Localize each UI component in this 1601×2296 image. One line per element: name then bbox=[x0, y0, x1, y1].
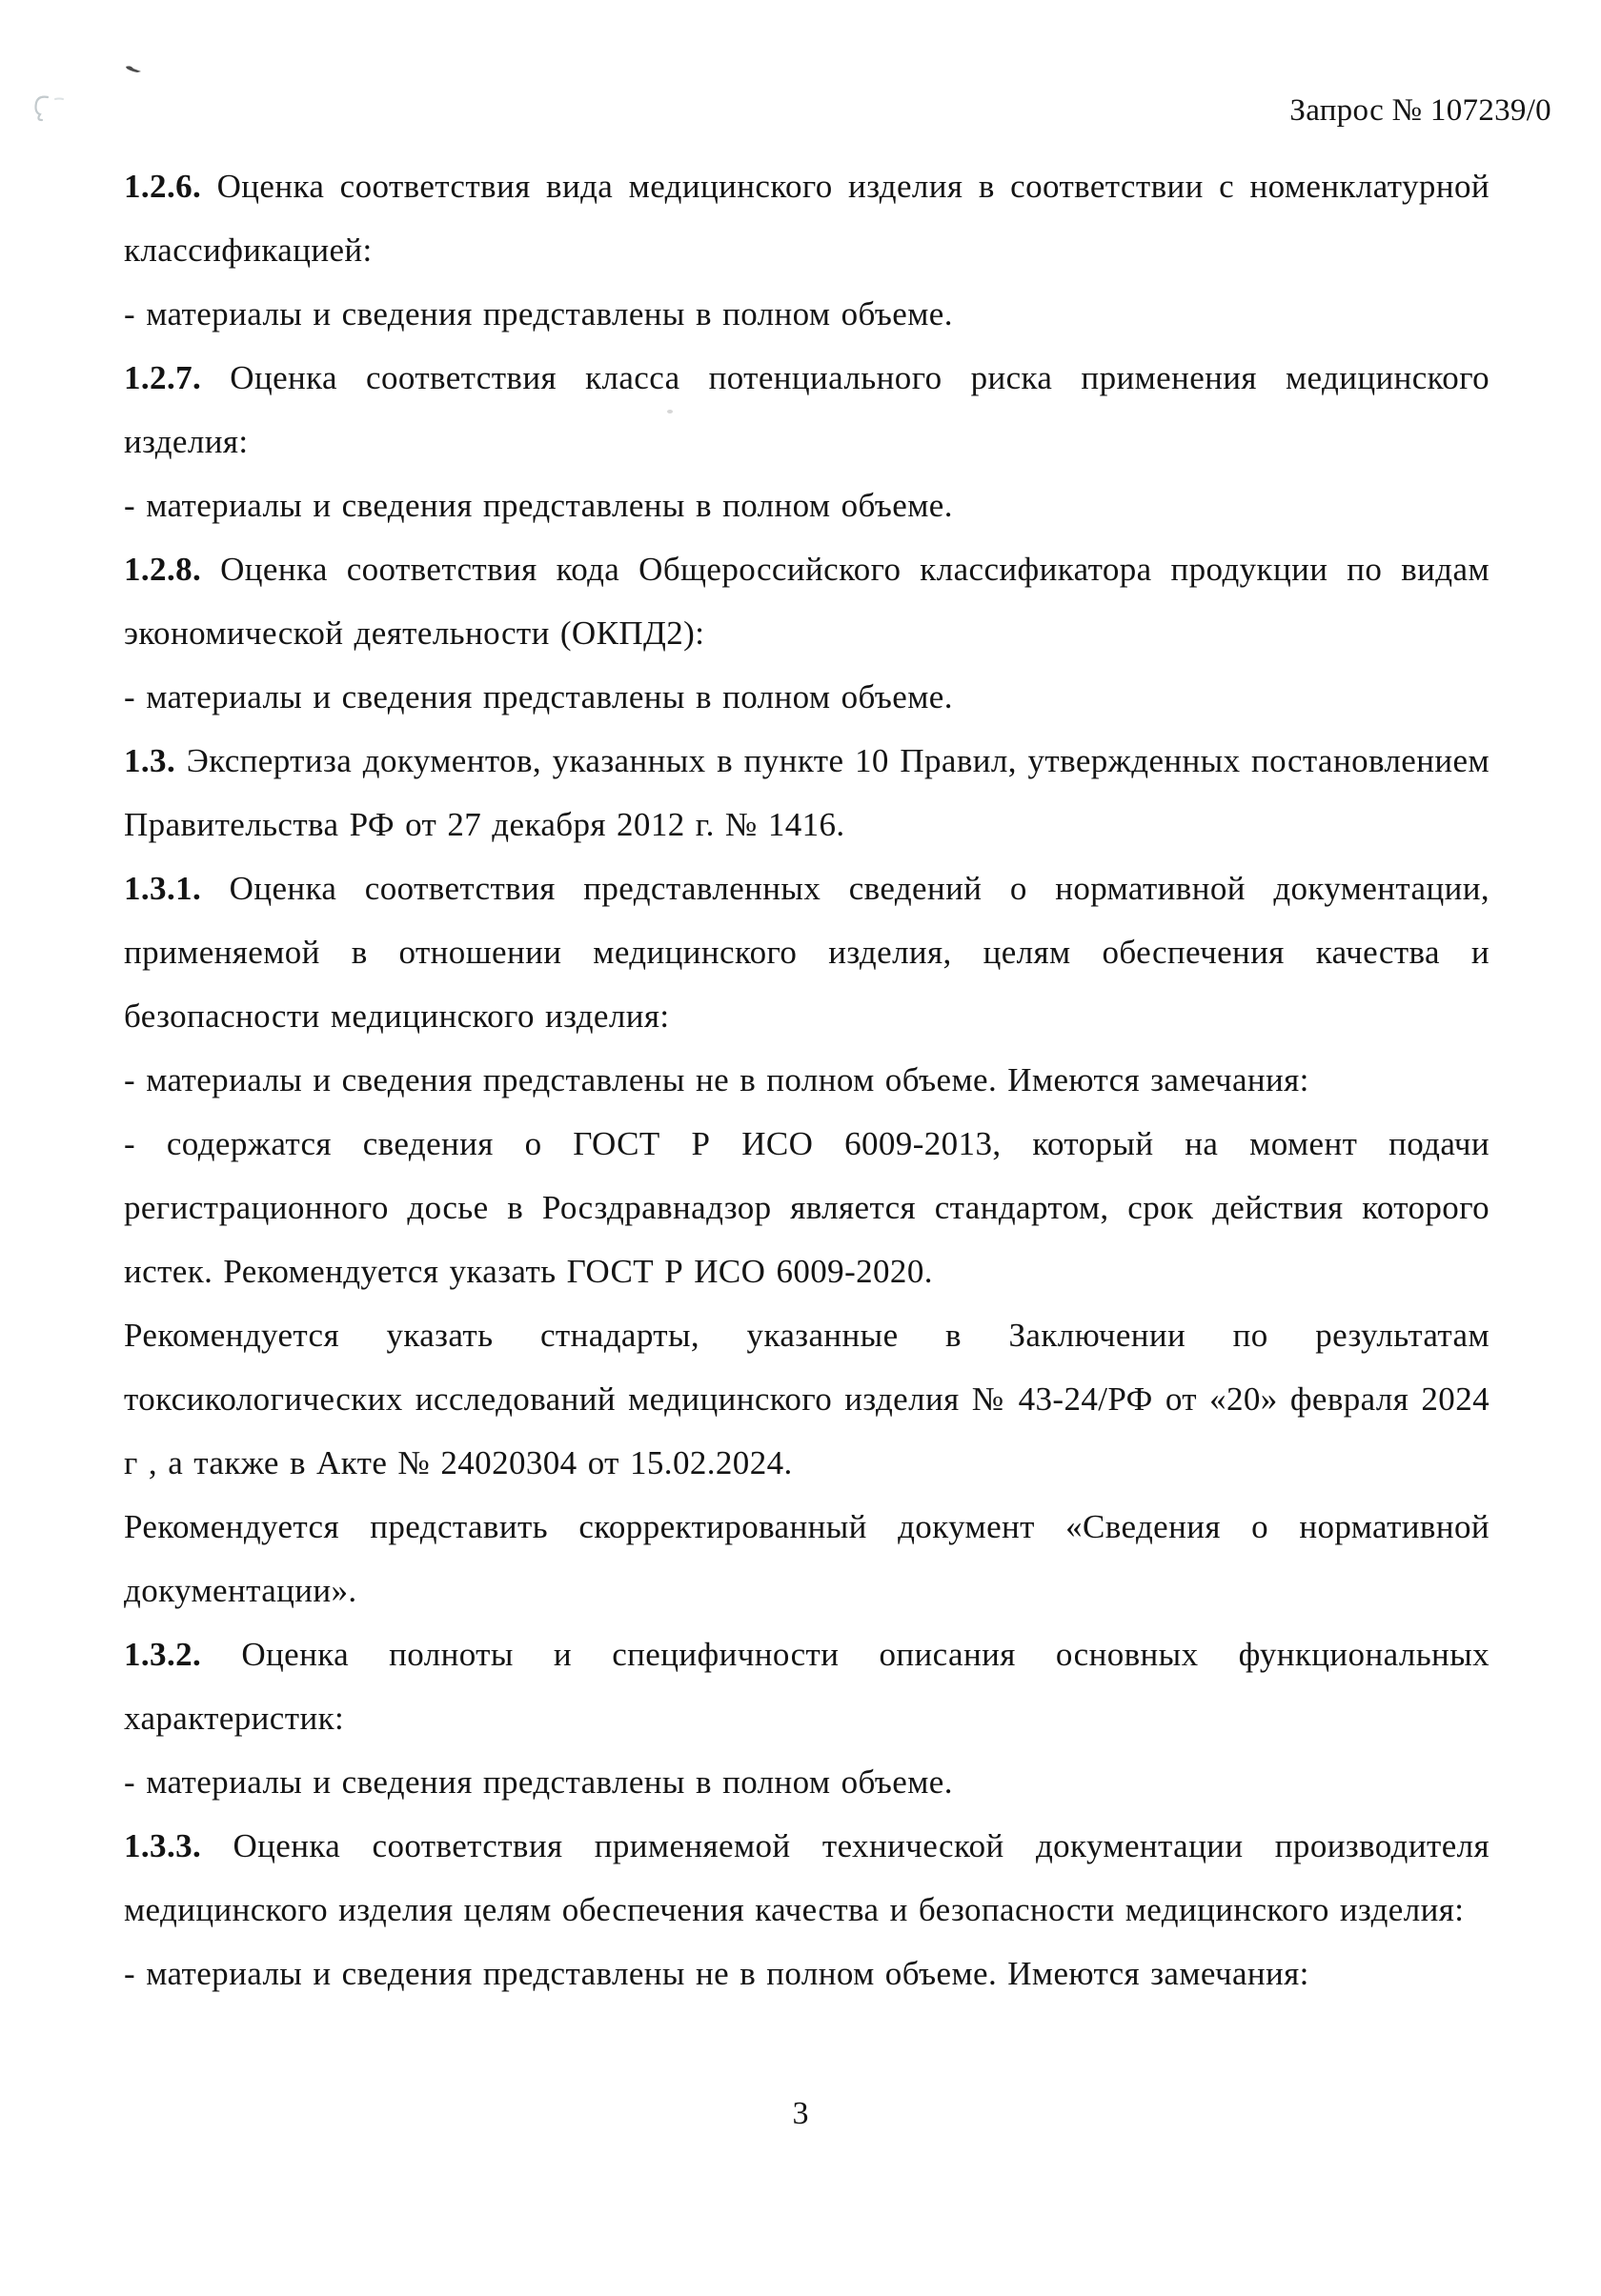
clause-number: 1.3.3. bbox=[124, 1827, 202, 1864]
clause-text: - материалы и сведения представлены не в полном объеме. Имеются замечания: bbox=[124, 1061, 1309, 1098]
clause-number: 1.2.6. bbox=[124, 168, 202, 205]
clause-text: - содержатся сведения о ГОСТ Р ИСО 6009-2013, который на момент подачи регистрационного досье в Росздравнадзор является стандартом, срок действия которого истек. Рекомендуется указать ГОСТ Р ИСО 6009-2020. bbox=[124, 1125, 1490, 1290]
clause-text: Оценка соответствия класса потенциального риска применения медицинского изделия: bbox=[124, 359, 1490, 460]
clause-text: Рекомендуется представить скорректированный документ «Сведения о нормативной документации». bbox=[124, 1508, 1490, 1609]
paragraph-1-2-7 bbox=[124, 346, 1490, 473]
paragraph-remark-gost bbox=[124, 1112, 1490, 1303]
document-body bbox=[124, 154, 1490, 2005]
paragraph-1-2-6 bbox=[124, 154, 1490, 282]
paragraph-1-3-3 bbox=[124, 1814, 1490, 1942]
clause-number: 1.3. bbox=[124, 742, 176, 779]
clause-text: Оценка соответствия представленных сведений о нормативной документации, применяемой в отношении медицинского изделия, целям обеспечения качества и безопасности медицинского изделия: bbox=[124, 870, 1490, 1035]
paragraph-1-3-1 bbox=[124, 856, 1490, 1048]
clause-text: - материалы и сведения представлены в полном объеме. bbox=[124, 678, 953, 715]
clause-text: Оценка соответствия кода Общероссийского классификатора продукции по видам экономической деятельности (ОКПД2): bbox=[124, 551, 1490, 652]
clause-text: Оценка полноты и специфичности описания основных функциональных характеристик: bbox=[124, 1636, 1490, 1737]
scan-artifact-mark bbox=[124, 63, 145, 76]
clause-text: - материалы и сведения представлены в полном объеме. bbox=[124, 1763, 953, 1801]
paragraph-1-3 bbox=[124, 729, 1490, 856]
page-number: 3 bbox=[792, 2096, 809, 2131]
paragraph-recommend-document bbox=[124, 1495, 1490, 1622]
paragraph-bullet bbox=[124, 473, 1490, 537]
clause-text: - материалы и сведения представлены в полном объеме. bbox=[124, 487, 953, 524]
clause-number: 1.3.2. bbox=[124, 1636, 202, 1673]
clause-text: - материалы и сведения представлены в полном объеме. bbox=[124, 295, 953, 332]
paragraph-bullet bbox=[124, 282, 1490, 346]
clause-number: 1.2.8. bbox=[124, 551, 202, 588]
clause-text: Экспертиза документов, указанных в пункте 10 Правил, утвержденных постановлением Правительства РФ от 27 декабря 2012 г. № 1416. bbox=[124, 742, 1490, 843]
paragraph-bullet bbox=[124, 665, 1490, 729]
clause-text: Оценка соответствия вида медицинского изделия в соответствии с номенклатурной классификацией: bbox=[124, 168, 1490, 269]
clause-number: 1.2.7. bbox=[124, 359, 202, 396]
clause-number: 1.3.1. bbox=[124, 870, 202, 907]
scan-artifact-squiggle bbox=[27, 91, 65, 124]
clause-text: - материалы и сведения представлены не в полном объеме. Имеются замечания: bbox=[124, 1955, 1309, 1992]
paragraph-bullet bbox=[124, 1048, 1490, 1112]
paragraph-bullet bbox=[124, 1750, 1490, 1814]
request-number-header: Запрос № 107239/0 bbox=[1289, 93, 1551, 128]
clause-text: Рекомендуется указать стнадарты, указанные в Заключении по результатам токсикологических исследований медицинского изделия № 43-24/РФ от «20» февраля 2024 г , а также в Акте № 24020304 от 15.02.2024. bbox=[124, 1317, 1490, 1481]
paragraph-bullet bbox=[124, 1942, 1490, 2005]
paragraph-1-2-8 bbox=[124, 537, 1490, 665]
paragraph-recommend-standards bbox=[124, 1303, 1490, 1495]
paragraph-1-3-2 bbox=[124, 1622, 1490, 1750]
clause-text: Оценка соответствия применяемой технической документации производителя медицинского изделия целям обеспечения качества и безопасности медицинского изделия: bbox=[124, 1827, 1490, 1928]
